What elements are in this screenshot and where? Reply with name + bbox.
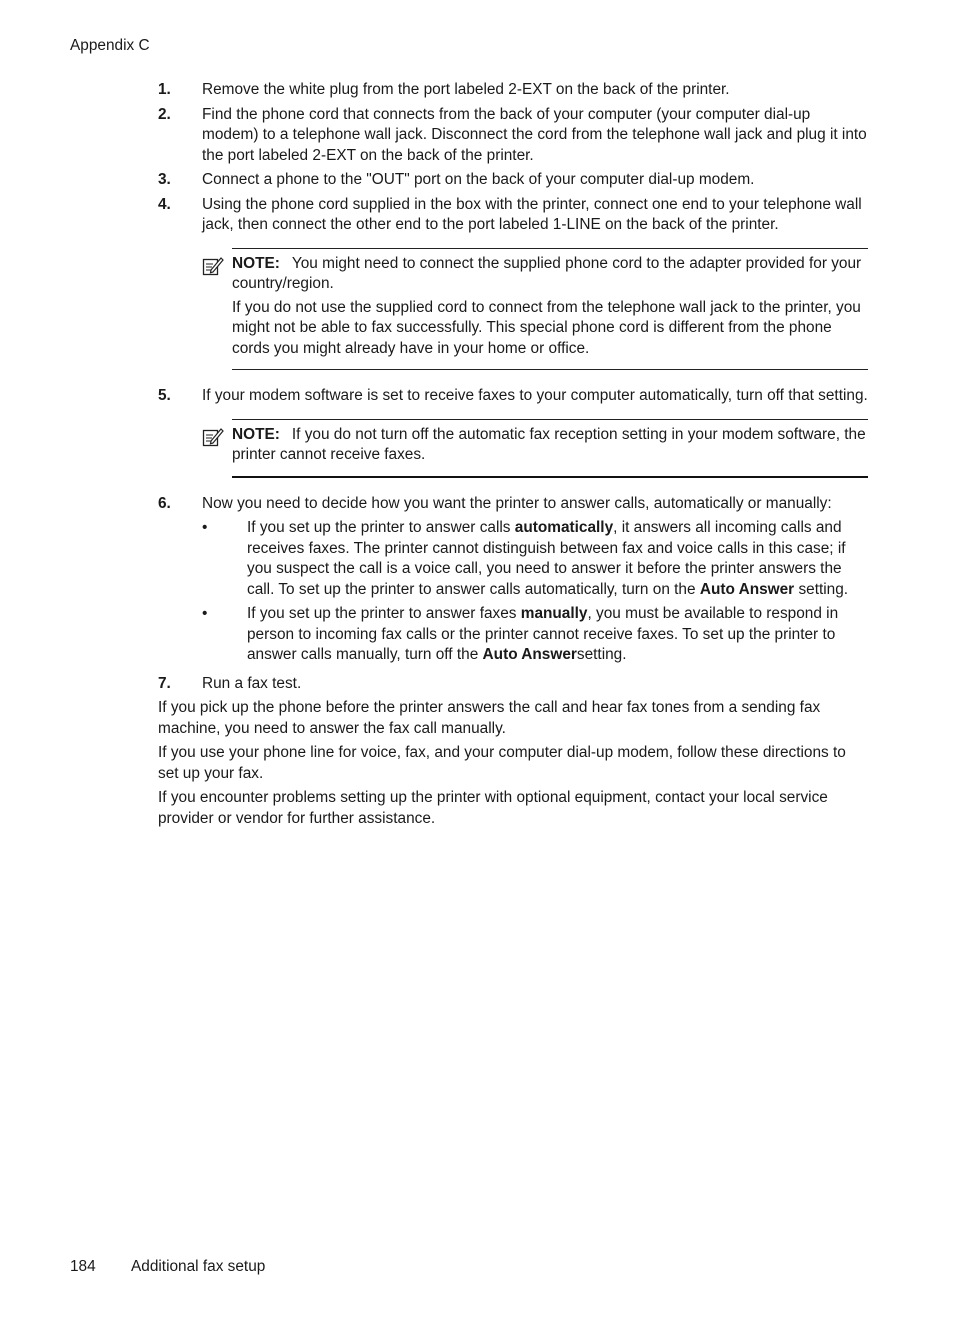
text-run: If you set up the printer to answer calls	[247, 519, 515, 536]
bold-setting-name: Auto Answer	[699, 580, 795, 598]
bold-term: automatically	[514, 519, 614, 536]
bullet-item-manual	[202, 604, 868, 666]
footer-section-title: Additional fax setup	[131, 1258, 266, 1275]
step-number: 6.	[158, 494, 171, 512]
note-label: NOTE:	[232, 425, 280, 443]
page-footer	[70, 1257, 265, 1278]
page-number: 184	[70, 1258, 96, 1275]
body-paragraph: If you use your phone line for voice, fax, and your computer dial-up modem, follow these directions to set up your fax.	[158, 744, 846, 782]
note-box-1	[202, 248, 868, 371]
step-text: Using the phone cord supplied in the box with the printer, connect one end to your telephone wall jack, then connect the other end to the port labeled 1-LINE on the back of the printer.	[202, 195, 862, 233]
bullet-text	[247, 604, 868, 666]
note-text: If you do not turn off the automatic fax reception setting in your modem software, the printer cannot receive faxes.	[232, 425, 866, 463]
body-paragraph: If you encounter problems setting up the printer with optional equipment, contact your local service provider or vendor for further assistance.	[158, 789, 828, 827]
note-paragraph	[232, 254, 868, 295]
step-text: Connect a phone to the "OUT" port on the back of your computer dial-up modem.	[202, 171, 755, 188]
note-icon	[202, 256, 224, 276]
step-text: Find the phone cord that connects from the back of your computer (your computer dial-up modem) to a telephone wall jack. Disconnect the cord from the telephone wall jack and plug it into the port labeled 2-EXT on the back of the printer.	[202, 105, 867, 164]
step-number: 4.	[158, 195, 171, 213]
step-text: Remove the white plug from the port labeled 2-EXT on the back of the printer.	[202, 81, 730, 98]
step-number: 3.	[158, 171, 171, 188]
note-text: You might need to connect the supplied phone cord to the adapter provided for your country/region.	[232, 254, 862, 292]
step-7	[158, 674, 868, 695]
step-text: If your modem software is set to receive faxes to your computer automatically, turn off that setting.	[202, 387, 868, 404]
step-text: Run a fax test.	[202, 674, 302, 692]
text-run: , you must be available to respond in person to incoming fax calls or the printer cannot receive faxes. To set up the printer to answer calls manually, turn off the	[247, 605, 839, 663]
note-paragraph-2: If you do not use the supplied cord to connect from the telephone wall jack to the printer, you might not be able to fax successfully. This special phone cord is different from the phone cords you might already have in your home or office.	[232, 298, 861, 357]
bullet-text	[247, 518, 868, 600]
step-number: 7.	[158, 674, 171, 692]
step-text-block	[202, 494, 868, 670]
note-label: NOTE:	[232, 254, 280, 272]
step-text: Now you need to decide how you want the printer to answer calls, automatically or manually:	[202, 494, 832, 512]
step-1	[158, 80, 868, 101]
body-paragraph: If you pick up the phone before the printer answers the call and hear fax tones from a sending fax machine, you need to answer the fax call manually.	[158, 699, 821, 737]
bullet-list	[202, 518, 868, 666]
step-6	[158, 494, 868, 670]
bold-setting-name: Auto Answer	[482, 646, 577, 663]
step-number: 5.	[158, 387, 171, 404]
note-paragraph	[232, 425, 868, 466]
bullet-item-automatic	[202, 518, 868, 600]
step-3	[158, 170, 868, 191]
step-2	[158, 105, 868, 167]
text-run: setting.	[794, 580, 849, 598]
note-icon	[202, 427, 224, 447]
note-box-2	[202, 419, 868, 478]
step-5	[158, 386, 868, 407]
text-run: If you set up the printer to answer faxes	[247, 605, 521, 622]
step-number: 2.	[158, 105, 171, 123]
text-run: , it answers all incoming calls and receives faxes. The printer cannot distinguish between fax and voice calls in this case; if you suspect the call is a voice call, you need to answer it before the printer answers the call. To set up the printer to answer calls automatically, turn on the	[247, 519, 846, 598]
note-body	[232, 248, 868, 371]
page-header: Appendix C	[70, 37, 150, 54]
bullet-mark: •	[202, 605, 208, 622]
bold-term: manually	[520, 605, 588, 622]
bullet-mark: •	[202, 519, 208, 536]
page-content	[158, 80, 868, 829]
text-run: setting.	[576, 646, 627, 663]
step-number: 1.	[158, 81, 171, 98]
step-4	[158, 195, 868, 236]
note-body	[232, 419, 868, 478]
